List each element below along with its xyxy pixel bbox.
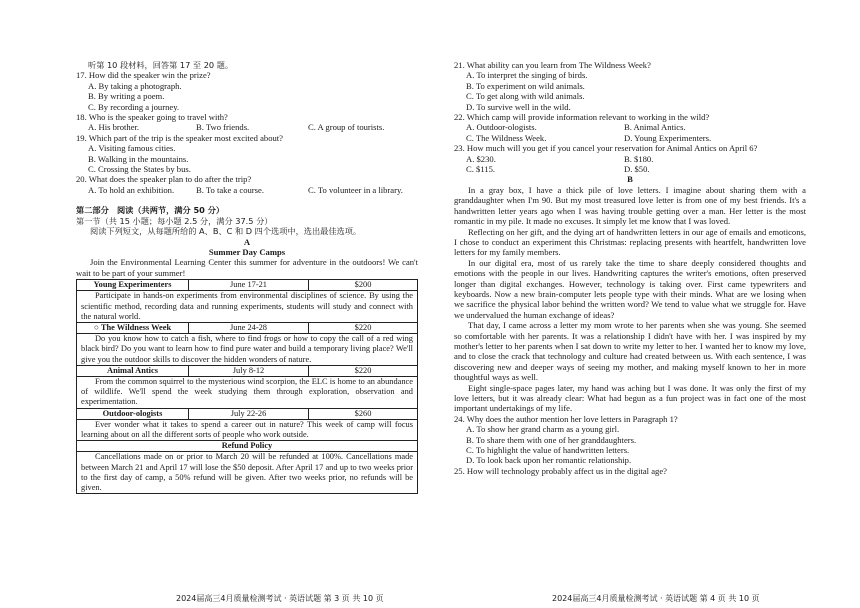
options-row (454, 122, 806, 132)
table-row (77, 280, 418, 291)
option: B. By writing a poem. (88, 91, 165, 102)
camp-price: $220 (309, 322, 418, 333)
question-25-stem: 25. How will technology probably affect us in the digital age? (454, 465, 667, 476)
camp-description: From the common squirrel to the mysterious wind scorpion, the ELC is home to an abundance of wildlife. We'll spend the week studying them through exploration, observation and experimentation. (77, 376, 418, 408)
option: B. To take a course. (196, 184, 264, 195)
question-18 (76, 112, 418, 133)
camp-price: $220 (309, 365, 418, 376)
passage-intro: Join the Environmental Learning Center this summer for adventure in the outdoors! We can't wait to be part of your summer! (76, 257, 418, 278)
option: B. Two friends. (196, 122, 250, 133)
option: A. Visiting famous cities. (88, 143, 176, 154)
section1-title: 第一节（共 15 小题；每小题 2.5 分，满分 37.5 分） (76, 215, 273, 226)
question-stem: 18. Who is the speaker going to travel with? (76, 112, 228, 123)
listening-intro: 听第 10 段材料，回答第 17 至 20 题。 (88, 60, 234, 70)
paragraph: In a gray box, I have a thick pile of love letters. I imagine about sharing them with a granddaughter when I'm 90. But my most treasured love letter is from one of my best friends. It's a handwritten letter years ago when I was having trouble getting over a man. Her letter is the most romantic in my pile. It made no excuses. It simply let me know that I was loved. (454, 184, 806, 227)
passage-letter: A (243, 236, 251, 247)
option: D. To look back upon her romantic relationship. (466, 455, 632, 466)
table-row (77, 441, 418, 452)
reading-instruction: 阅读下列短文，从每题所给的 A、B、C 和 D 四个选项中，选出最佳选项。 (90, 226, 362, 237)
option: B. To share them with one of her granddaughters. (466, 434, 637, 445)
question-22 (454, 112, 806, 143)
option: A. To hold an exhibition. (88, 184, 175, 195)
part2-title: 第二部分 阅读（共两节，满分 50 分） (76, 205, 225, 216)
option: D. $50. (624, 164, 650, 175)
table-row (77, 376, 418, 408)
camp-name: Outdoor-ologists (77, 408, 189, 419)
circle-icon: ○ (93, 322, 101, 332)
camp-name: Animal Antics (77, 365, 189, 376)
page-footer-right: 2024届高三4月质量检测考试 · 英语试题 第 4 页 共 10 页 (552, 594, 760, 603)
question-23 (454, 143, 806, 174)
camp-description: Participate in hands-on experiments from environmental disciplines of science. By using the scientific method, recording data and running experiments, students will study and connect with the natural world. (77, 291, 418, 323)
page-footer-left: 2024届高三4月质量检测考试 · 英语试题 第 3 页 共 10 页 (176, 594, 384, 603)
camp-name: Young Experimenters (77, 280, 189, 291)
camp-dates: June 24-28 (189, 322, 309, 333)
camp-name (77, 322, 189, 333)
camp-dates: July 8-12 (189, 365, 309, 376)
option: C. Crossing the States by bus. (88, 164, 191, 175)
option: C. By recording a journey. (88, 101, 180, 112)
question-stem: 23. How much will you get if you cancel your reservation for Animal Antics on April 6? (454, 143, 758, 154)
camps-table (76, 279, 418, 494)
option: B. Animal Antics. (624, 122, 686, 133)
paragraph: Reflecting on her gift, and the dying art of handwritten letters in our age of emails and emoticons, I chose to conduct an experiment this Christmas: replacing presents with heartfelt, handwritten love letters for my family members. (454, 226, 806, 258)
option: A. To interpret the singing of birds. (466, 70, 588, 81)
option: B. $180. (624, 153, 654, 164)
table-row (77, 452, 418, 494)
options-row (76, 122, 418, 132)
table-row (77, 291, 418, 323)
question-19 (76, 133, 418, 175)
option: A. To show her grand charm as a young girl. (466, 424, 620, 435)
question-21 (454, 60, 806, 112)
options-row (76, 185, 418, 195)
camp-price: $260 (309, 408, 418, 419)
option: C. $115. (466, 164, 496, 175)
table-row (77, 419, 418, 440)
right-column (454, 60, 806, 476)
policy-title: Refund Policy (77, 441, 418, 452)
paragraph: That day, I came across a letter my mom wrote to her parents when she was young. She seemed so comfortable with her parents. It was a relationship I didn't have with her. I was inspired by my mother's letter to her parents when I sat down to write my letter to her. I wanted her to know my love, and to close the crack that technology and culture had created between us. With each sentence, I was discovering new and deeper ways of seeing my mother, and making myself known to her in more thoughtful ways as well. (454, 320, 806, 383)
question-20 (76, 174, 418, 195)
camp-dates: July 22-26 (189, 408, 309, 419)
option: A. Outdoor-ologists. (466, 122, 537, 133)
camp-dates: June 17-21 (189, 280, 309, 291)
question-stem: 17. How did the speaker win the prize? (76, 70, 211, 81)
options-row (454, 164, 806, 174)
paragraph: Eight single-space pages later, my hand was aching but I was done. It was only the first of my love letters, but it was already clear: What had begun as a fun project was in fact one of the most important undertakings of my life. (454, 382, 806, 414)
options-row (454, 133, 806, 143)
table-row (77, 365, 418, 376)
camp-name-label: The Wildness Week (100, 322, 172, 332)
table-row (77, 322, 418, 333)
question-stem: 24. Why does the author mention her love letters in Paragraph 1? (454, 413, 678, 424)
option: C. To highlight the value of handwritten letters. (466, 445, 630, 456)
question-stem: 22. Which camp will provide information relevant to working in the wild? (454, 112, 710, 123)
table-row (77, 408, 418, 419)
option: C. The Wildness Week. (466, 132, 547, 143)
passage-title: Summer Day Camps (208, 246, 286, 257)
camp-description: Do you know how to catch a fish, where to find frogs or how to copy the call of a red wing black bird? Do you want to learn how to find pure water and build a temporary living place? We'll give you the outdoor skills to discover the hidden wonders of nature. (77, 334, 418, 366)
option: B. Walking in the mountains. (88, 153, 189, 164)
option: C. To get along with wild animals. (466, 91, 585, 102)
passage-letter: B (627, 174, 633, 185)
option: D. To survive well in the wild. (466, 101, 571, 112)
question-stem: 20. What does the speaker plan to do after the trip? (76, 174, 252, 185)
question-stem: 21. What ability can you learn from The Wildness Week? (454, 60, 651, 70)
option: C. A group of tourists. (308, 122, 385, 133)
option: B. To experiment on wild animals. (466, 80, 585, 91)
paragraph: In our digital era, most of us rarely take the time to share deeply considered thoughts and emotions with the people in our lives. Handwriting captures the writer's emotions, often preserved longer than digital exchanges. However, technology is taking over. First came typewriters and keyboards. Now a new brain-computer lets people type with their minds. What are we losing when we sacrifice the physical labor behind the written word? We tend to value what we struggle for. Have we undervalued the human exchange of ideas? (454, 257, 806, 320)
option: A. By taking a photograph. (88, 80, 182, 91)
camp-description: Ever wonder what it takes to spend a career out in nature? This week of camp will focus learning about on all the different sorts of people who work outside. (77, 419, 418, 440)
options-row (454, 154, 806, 164)
option: C. To volunteer in a library. (308, 184, 403, 195)
option: D. Young Experimenters. (624, 132, 712, 143)
question-24 (454, 414, 806, 466)
question-stem: 19. Which part of the trip is the speaker most excited about? (76, 132, 283, 143)
table-row (77, 334, 418, 366)
option: A. $230. (466, 153, 496, 164)
policy-text: Cancellations made on or prior to March 20 will be refunded at 100%. Cancellations made between March 21 and April 17 will lose the $50 deposit. After April 17 and up to two weeks prior to the first day of camp, a 50% refund will be given. After two weeks prior, no refunds will be given. (77, 452, 418, 494)
option: A. His brother. (88, 122, 140, 133)
left-column (76, 60, 418, 494)
question-17 (76, 70, 418, 112)
camp-price: $200 (309, 280, 418, 291)
